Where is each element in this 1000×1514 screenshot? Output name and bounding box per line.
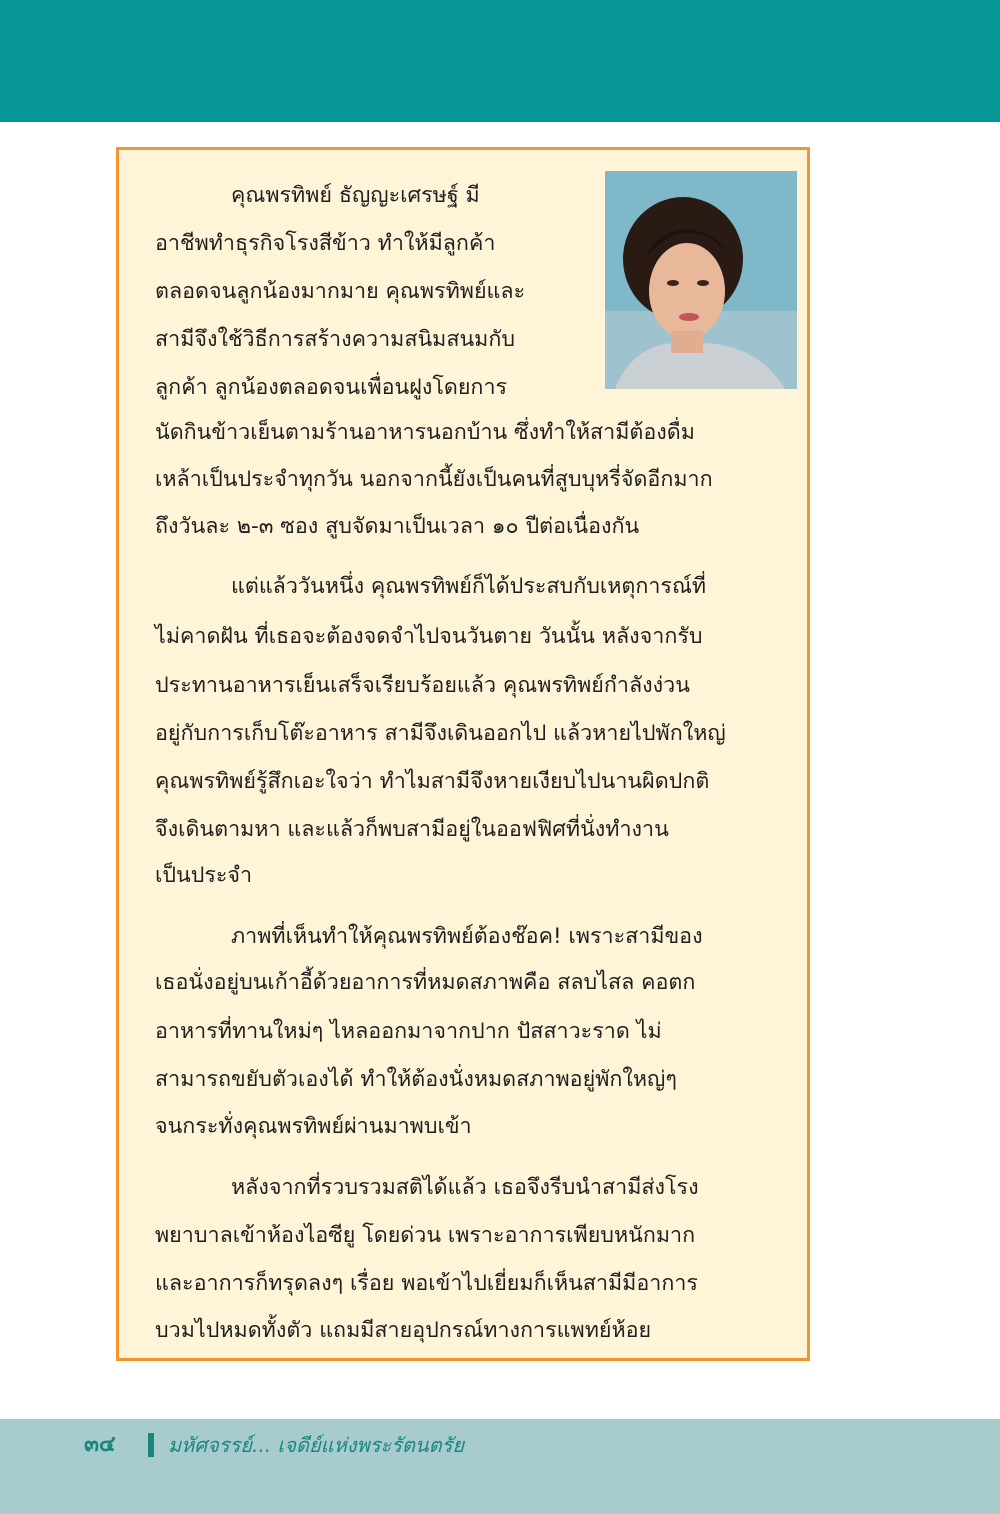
book-title: มหัศจรรย์... เจดีย์แห่งพระรัตนตรัย — [168, 1433, 465, 1457]
story-line: สามีจึงใช้วิธีการสร้างความสนิมสนมกับ — [155, 327, 515, 352]
header-band — [0, 0, 1000, 122]
story-line: นัดกินข้าวเย็นตามร้านอาหารนอกบ้าน ซึ่งทำให้สามีต้องดื่ม — [155, 420, 695, 445]
story-line: อาหารที่ทานใหม่ๆ ไหลออกมาจากปาก ปัสสาวะราด ไม่ — [155, 1019, 662, 1044]
story-line: เธอนั่งอยู่บนเก้าอี้ด้วยอาการที่หมดสภาพคือ สลบไสล คอตก — [155, 970, 696, 995]
story-line: เป็นประจำ — [155, 863, 253, 888]
footer-divider — [148, 1433, 154, 1457]
story-line: ภาพที่เห็นทำให้คุณพรทิพย์ต้องช๊อค! เพราะสามีของ — [231, 924, 703, 949]
story-line: อาชีพทำธุรกิจโรงสีข้าว ทำให้มีลูกค้า — [155, 231, 496, 256]
story-line: บวมไปหมดทั้งตัว แถมมีสายอุปกรณ์ทางการแพทย์ห้อย — [155, 1318, 652, 1343]
story-line: อยู่กับการเก็บโต๊ะอาหาร สามีจึงเดินออกไป แล้วหายไปพักใหญ่ — [155, 721, 726, 746]
story-line: ลูกค้า ลูกน้องตลอดจนเพื่อนฝูงโดยการ — [155, 375, 508, 400]
story-line: แต่แล้ววันหนึ่ง คุณพรทิพย์ก็ได้ประสบกับเหตุการณ์ที่ — [231, 574, 707, 599]
story-line: จึงเดินตามหา และแล้วก็พบสามีอยู่ในออฟฟิศที่นั่งทำงาน — [155, 817, 669, 842]
story-line: คุณพรทิพย์รู้สึกเอะใจว่า ทำไมสามีจึงหายเงียบไปนานผิดปกติ — [155, 769, 710, 794]
story-line: ตลอดจนลูกน้องมากมาย คุณพรทิพย์และ — [155, 279, 526, 304]
page-number: ๓๔ — [84, 1432, 116, 1457]
story-box — [116, 147, 810, 1361]
story-line: หลังจากที่รวบรวมสติได้แล้ว เธอจึงรีบนำสามีส่งโรง — [231, 1175, 699, 1200]
story-line: สามารถขยับตัวเองได้ ทำให้ต้องนั่งหมดสภาพอยู่พักใหญ่ๆ — [155, 1067, 677, 1092]
story-line: คุณพรทิพย์ ธัญญะเศรษฐ์ มี — [231, 183, 480, 208]
story-line: และอาการก็ทรุดลงๆ เรื่อย พอเข้าไปเยี่ยมก็เห็นสามีมีอาการ — [155, 1271, 698, 1296]
story-line: จนกระทั่งคุณพรทิพย์ผ่านมาพบเข้า — [155, 1114, 472, 1139]
story-line: ประทานอาหารเย็นเสร็จเรียบร้อยแล้ว คุณพรทิพย์กำลังง่วน — [155, 673, 690, 698]
story-line: พยาบาลเข้าห้องไอซียู โดยด่วน เพราะอาการเพียบหนักมาก — [155, 1223, 696, 1248]
portrait-photo — [605, 171, 797, 389]
story-line: เหล้าเป็นประจำทุกวัน นอกจากนี้ยังเป็นคนที่สูบบุหรี่จัดอีกมาก — [155, 467, 713, 492]
story-line: ไม่คาดฝัน ที่เธอจะต้องจดจำไปจนวันตาย วันนั้น หลังจากรับ — [155, 624, 703, 649]
story-line: ถึงวันละ ๒-๓ ซอง สูบจัดมาเป็นเวลา ๑๐ ปีต่อเนื่องกัน — [155, 514, 640, 539]
